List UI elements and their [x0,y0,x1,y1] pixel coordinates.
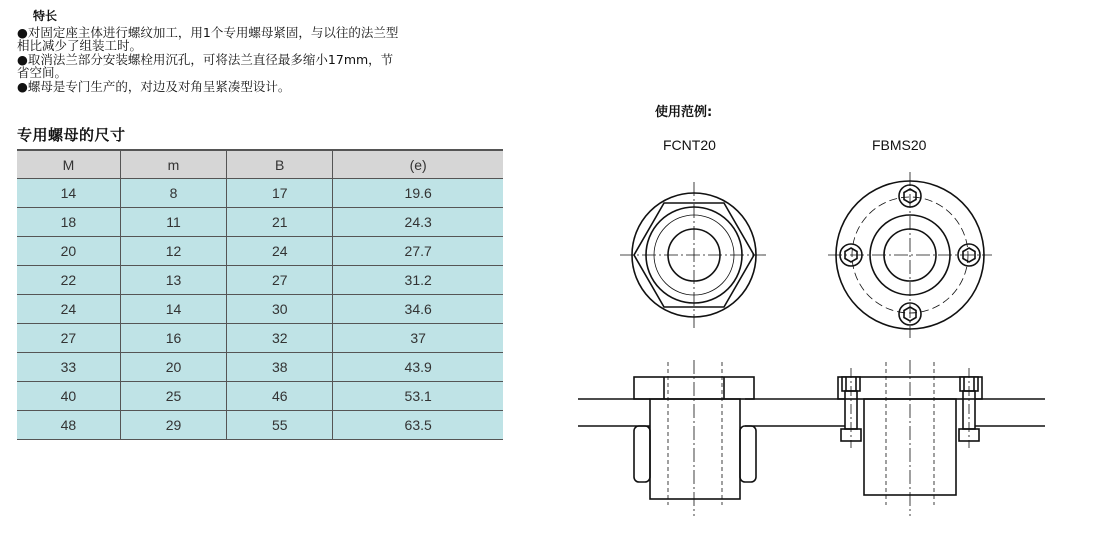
fbms20-top-view [828,172,992,338]
table-cell: 14 [17,179,120,208]
table-cell: 43.9 [333,353,503,382]
table-cell: 27 [17,324,120,353]
header-cell: M [17,150,120,179]
table-cell: 20 [17,237,120,266]
table-cell: 40 [17,382,120,411]
table-cell: 37 [333,324,503,353]
table-cell: 17 [227,179,333,208]
header-cell: (e) [333,150,503,179]
table-cell: 29 [120,411,226,440]
table-cell: 34.6 [333,295,503,324]
table-cell: 11 [120,208,226,237]
table-cell: 19.6 [333,179,503,208]
table-cell: 27.7 [333,237,503,266]
table-title: 专用螺母的尺寸 [17,126,126,144]
table-cell: 55 [227,411,333,440]
table-cell: 16 [120,324,226,353]
table-cell: 24 [17,295,120,324]
table-cell: 46 [227,382,333,411]
fcnt20-top-view [620,182,768,328]
header-cell: B [227,150,333,179]
fcnt20-label: FCNT20 [663,137,716,153]
table-cell: 8 [120,179,226,208]
table-cell: 13 [120,266,226,295]
feature-line: 省空间。 [17,65,68,80]
table-cell: 22 [17,266,120,295]
table-cell: 30 [227,295,333,324]
table-cell: 21 [227,208,333,237]
table-cell: 53.1 [333,382,503,411]
table-cell: 38 [227,353,333,382]
table-cell: 20 [120,353,226,382]
feature-line: ●对固定座主体进行螺纹加工，用1个专用螺母紧固，与以往的法兰型 [17,24,399,40]
table-cell: 14 [120,295,226,324]
table-cell: 18 [17,208,120,237]
table-cell: 33 [17,353,120,382]
table-cell: 24.3 [333,208,503,237]
table-cell: 63.5 [333,411,503,440]
table-cell: 31.2 [333,266,503,295]
header-cell: m [120,150,226,179]
feature-line: ●取消法兰部分安装螺栓用沉孔，可将法兰直径最多缩小17mm，节 [17,51,394,67]
fbms20-side-view [838,360,982,516]
feature-line: ●螺母是专门生产的，对边及对角呈紧凑型设计。 [17,78,291,94]
table-cell: 27 [227,266,333,295]
table-cell: 48 [17,411,120,440]
table-cell: 24 [227,237,333,266]
feature-line: 相比减少了组装工时。 [17,38,143,53]
fcnt20-side-view [634,360,756,516]
example-title: 使用范例: [655,105,713,120]
fbms20-label: FBMS20 [872,137,927,153]
table-cell: 12 [120,237,226,266]
table-cell: 25 [120,382,226,411]
table-cell: 32 [227,324,333,353]
features-title: 特长 [33,9,58,23]
